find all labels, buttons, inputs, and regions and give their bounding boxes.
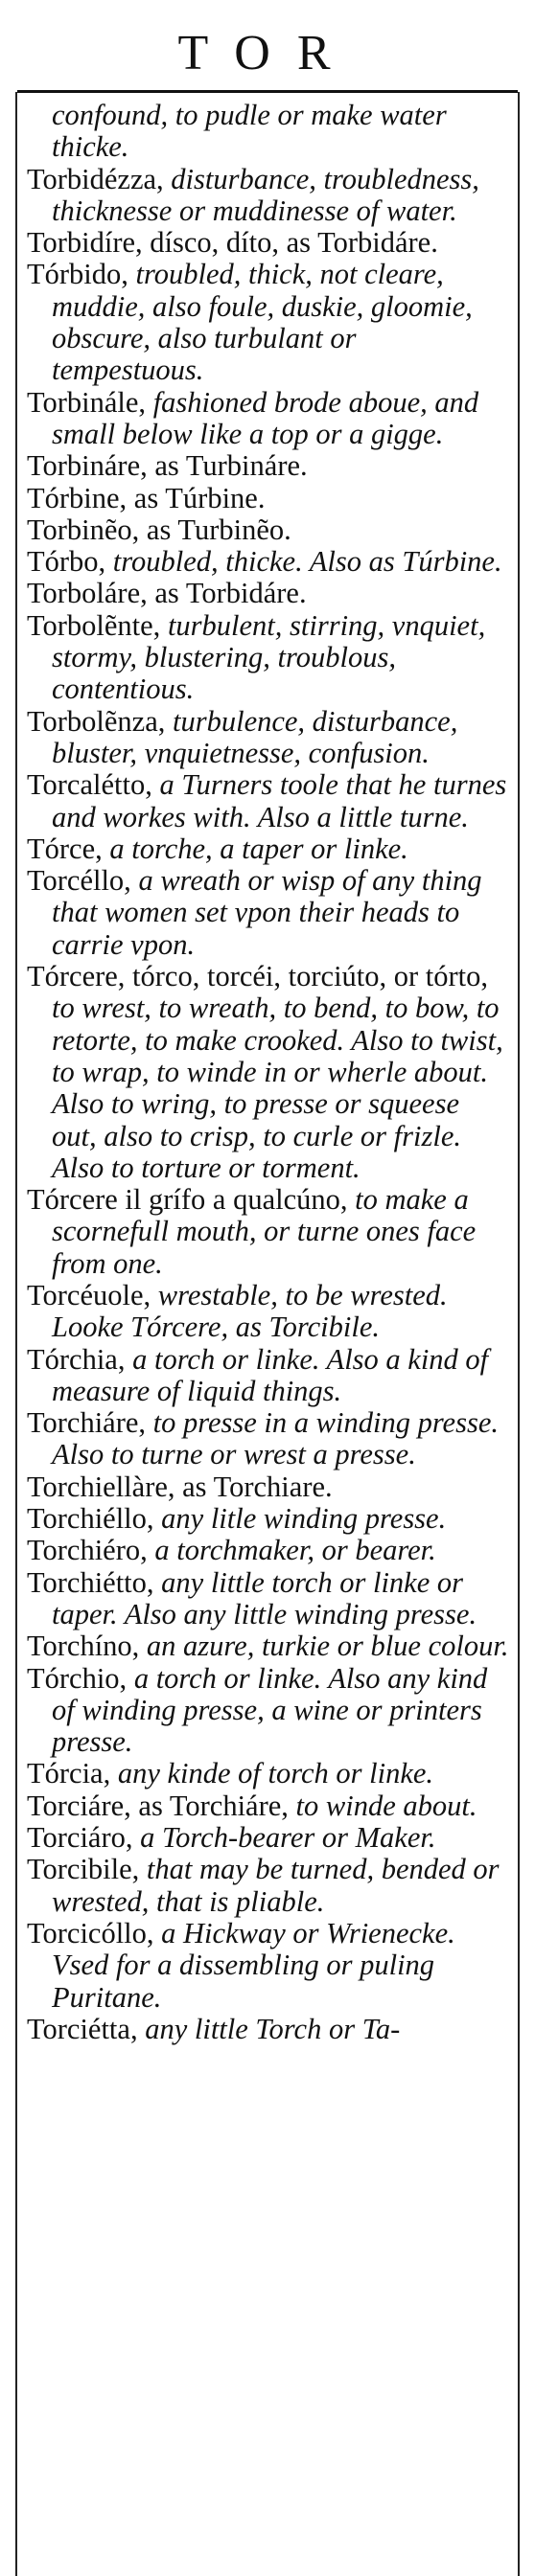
dictionary-entry xyxy=(27,1344,510,1408)
dictionary-entry xyxy=(27,450,510,482)
dictionary-entry xyxy=(27,1471,510,1503)
entry-headword: Torchiétto, xyxy=(27,1565,154,1599)
dictionary-entry xyxy=(27,961,510,1184)
dictionary-entry xyxy=(27,1822,510,1854)
dictionary-entry xyxy=(27,2014,510,2045)
entry-headword: Torcalétto, xyxy=(27,768,152,802)
entry-definition: turbulent, stirring, vnquiet, stormy, blustering, troublous, contentious. xyxy=(52,608,486,706)
entry-headword: Torbinẽo, as Turbinẽo. xyxy=(27,513,291,546)
entry-definition: a Turners toole that he turnes and workes with. Also a little turne. xyxy=(52,768,507,833)
entry-definition: a torchmaker, or bearer. xyxy=(154,1534,436,1567)
entry-definition: troubled, thicke. Also as Túrbine. xyxy=(112,545,502,579)
entry-headword: Torchíno, xyxy=(27,1630,140,1663)
entry-headword: Tórcia, xyxy=(27,1757,111,1790)
entry-headword: Torboláre, as Torbidáre. xyxy=(27,577,307,610)
entry-definition: to winde about. xyxy=(295,1789,477,1822)
entry-definition: a wreath or wisp of any thing that women set vpon their heads to carrie vpon. xyxy=(52,864,482,961)
entry-definition: troubled, thick, not cleare, muddie, also foule, duskie, gloomie, obscure, also turbulant or tempestuous. xyxy=(52,258,473,387)
entry-definition: a Hickway or Wrienecke. Vsed for a dissembling or puling Puritane. xyxy=(52,1916,455,2014)
dictionary-entry xyxy=(27,1790,510,1822)
dictionary-entry xyxy=(27,259,510,386)
dictionary-column xyxy=(27,100,510,2045)
entry-headword: Torbinále, xyxy=(27,385,147,419)
entry-definition: to presse in a winding presse. Also to turne or wrest a presse. xyxy=(52,1406,499,1471)
entry-headword: Tórcere, tórco, torcéi, torciúto, or tórto, xyxy=(27,960,489,993)
dictionary-entry xyxy=(27,387,510,451)
dictionary-entry xyxy=(27,1184,510,1280)
entry-definition: a torch or linke. Also any kind of winding presse, a wine or printers presse. xyxy=(52,1661,488,1759)
entry-headword: Torciáre, as Torchiáre, xyxy=(27,1789,289,1822)
entry-headword: Tórbine, as Túrbine. xyxy=(27,481,266,514)
entry-headword: Torbináre, as Turbináre. xyxy=(27,449,308,483)
running-head: TOR xyxy=(177,26,358,80)
dictionary-entry xyxy=(27,483,510,514)
entry-definition: confound, to pudle or make water thicke. xyxy=(52,99,447,164)
dictionary-entry xyxy=(27,514,510,546)
entry-headword: Tórchio, xyxy=(27,1661,128,1695)
entry-headword: Tórbido, xyxy=(27,258,128,291)
entry-headword: Torchiéllo, xyxy=(27,1502,154,1536)
entry-definition: that may be turned, bended or wrested, that is pliable. xyxy=(52,1853,500,1918)
entry-headword: Tórbo, xyxy=(27,545,106,579)
dictionary-entry xyxy=(27,1567,510,1631)
entry-definition: an azure, turkie or blue colour. xyxy=(146,1630,509,1663)
dictionary-entry xyxy=(27,1663,510,1759)
entry-headword: Tórcere il grífo a qualcúno, xyxy=(27,1183,348,1217)
entry-headword: Torbidézza, xyxy=(27,162,164,195)
entry-definition: any little Torch or Ta- xyxy=(145,2012,401,2045)
entry-headword: Torcibile, xyxy=(27,1853,140,1886)
dictionary-entry xyxy=(27,1280,510,1344)
entry-headword: Torchiellàre, as Torchiare. xyxy=(27,1470,333,1503)
dictionary-entry xyxy=(27,100,510,164)
entry-definition: a torche, a taper or linke. xyxy=(109,832,408,865)
entry-headword: Torciáro, xyxy=(27,1821,133,1855)
right-column-rule xyxy=(518,92,520,2576)
entry-definition: fashioned brode aboue, and small below like a top or a gigge. xyxy=(52,385,479,450)
entry-headword: Tórchia, xyxy=(27,1342,126,1376)
entry-definition: disturbance, troubledness, thicknesse or muddinesse of water. xyxy=(52,162,479,227)
entry-definition: any little torch or linke or taper. Also any little winding presse. xyxy=(52,1565,477,1630)
dictionary-entry xyxy=(27,1918,510,2014)
left-column-rule xyxy=(15,92,17,2576)
entry-definition: to wrest, to wreath, to bend, to bow, to retorte, to make crooked. Also to twist, to wrap, to winde in or wherle about. Also to wring, to presse or squeese out, also to crisp, to curle or frizle. Also to torture or torment. xyxy=(52,992,503,1184)
entry-headword: Torciétta, xyxy=(27,2012,138,2045)
dictionary-entry xyxy=(27,1407,510,1471)
dictionary-entry xyxy=(27,227,510,259)
entry-definition: to make a scornefull mouth, or turne ones face from one. xyxy=(52,1183,477,1280)
entry-headword: Tórce, xyxy=(27,832,103,865)
entry-headword: Torbolẽnte, xyxy=(27,608,161,642)
dictionary-entry xyxy=(27,578,510,609)
entry-definition: turbulence, disturbance, bluster, vnquietnesse, confusion. xyxy=(52,704,458,769)
dictionary-entry xyxy=(27,769,510,833)
dictionary-entry xyxy=(27,610,510,706)
dictionary-entry xyxy=(27,1758,510,1790)
dictionary-entry xyxy=(27,1535,510,1566)
dictionary-entry xyxy=(27,1630,510,1662)
entry-headword: Torcicóllo, xyxy=(27,1916,154,1949)
entry-definition: any litle winding presse. xyxy=(161,1502,447,1536)
dictionary-entry xyxy=(27,865,510,961)
header-rule xyxy=(17,90,518,93)
entry-headword: Torcéuole, xyxy=(27,1278,151,1311)
page-header xyxy=(0,0,535,96)
entry-definition: a Torch-bearer or Maker. xyxy=(140,1821,436,1855)
dictionary-entry xyxy=(27,833,510,865)
entry-headword: Torcéllo, xyxy=(27,864,131,898)
dictionary-entry xyxy=(27,1854,510,1918)
entry-definition: any kinde of torch or linke. xyxy=(117,1757,434,1790)
entry-headword: Torchiáre, xyxy=(27,1406,147,1440)
dictionary-entry xyxy=(27,706,510,770)
entry-headword: Torbidíre, dísco, díto, as Torbidáre. xyxy=(27,226,438,260)
dictionary-entry xyxy=(27,546,510,578)
dictionary-entry xyxy=(27,164,510,228)
entry-headword: Torchiéro, xyxy=(27,1534,148,1567)
entry-headword: Torbolẽnza, xyxy=(27,704,166,738)
entry-definition: a torch or linke. Also a kind of measure of liquid things. xyxy=(52,1342,489,1407)
entry-definition: wrestable, to be wrested. Looke Tórcere, as Torcibile. xyxy=(52,1278,448,1344)
dictionary-entry xyxy=(27,1503,510,1535)
